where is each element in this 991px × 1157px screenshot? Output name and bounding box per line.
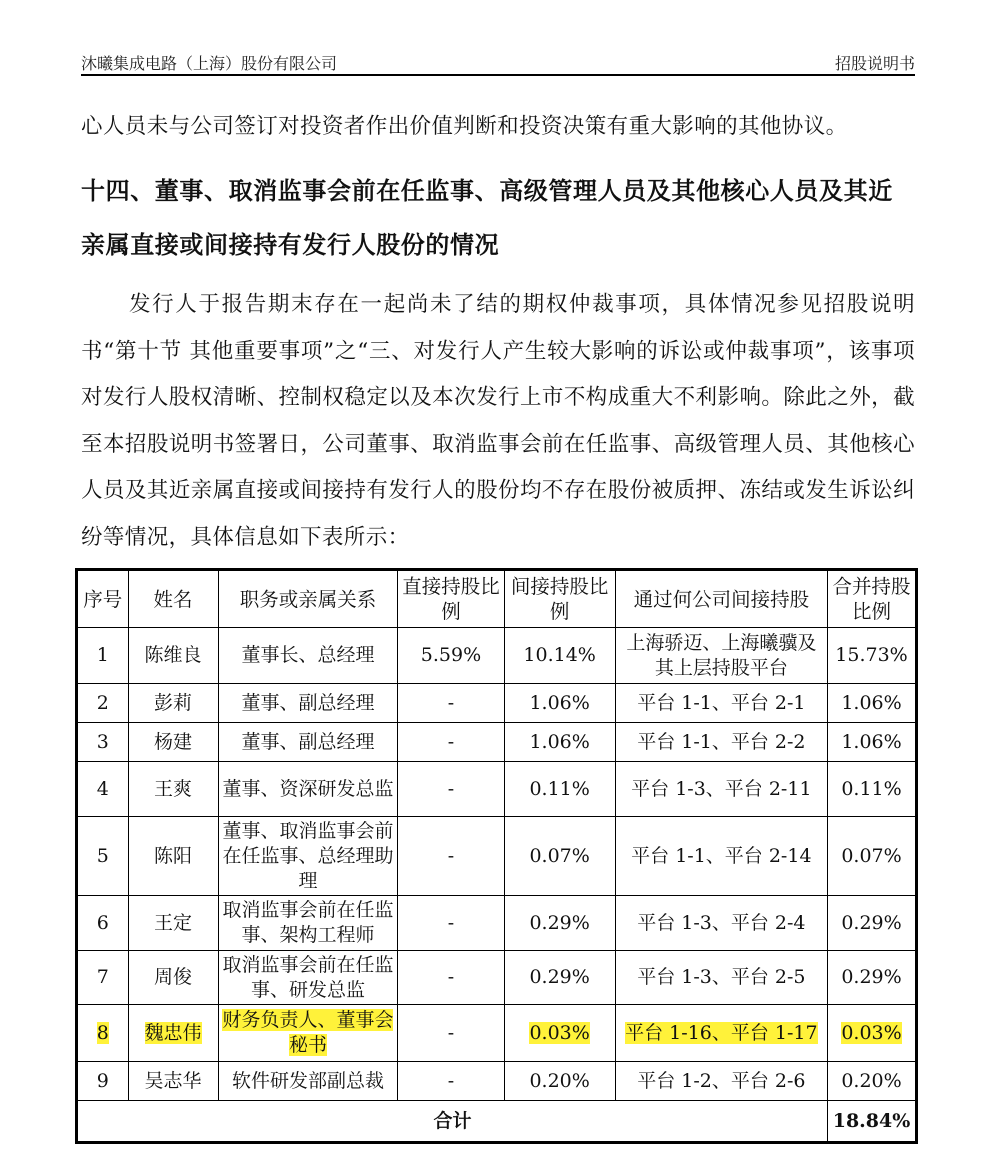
cell-total: 15.73%: [828, 628, 917, 684]
table-row: [77, 762, 917, 817]
table-total-row: [77, 1101, 917, 1143]
section-heading: 十四、董事、取消监事会前在任监事、高级管理人员及其他核心人员及其近亲属直接或间接持有发行人股份的情况: [81, 177, 893, 259]
cell-name: 王爽: [128, 762, 218, 817]
cell-no: 3: [77, 723, 129, 762]
cell-total: 0.20%: [828, 1062, 917, 1101]
total-label: 合计: [77, 1101, 828, 1143]
cell-name: 陈维良: [128, 628, 218, 684]
header-via: 通过何公司间接持股: [615, 570, 827, 628]
cell-name: 彭莉: [128, 684, 218, 723]
cell-role: [218, 1005, 398, 1062]
cell-role: 董事、资深研发总监: [218, 762, 398, 817]
cell-direct: -: [398, 723, 504, 762]
cell-direct: -: [398, 684, 504, 723]
cell-direct: -: [398, 1005, 504, 1062]
highlight-mark: 0.03%: [841, 1021, 902, 1044]
cell-direct: -: [398, 817, 504, 896]
cell-total: [828, 1005, 917, 1062]
cell-direct: -: [398, 1062, 504, 1101]
table-header-row: [77, 570, 917, 628]
cell-no: 1: [77, 628, 129, 684]
highlight-mark: 8: [96, 1021, 109, 1044]
cell-indirect: 0.29%: [504, 951, 615, 1005]
table-row: [77, 628, 917, 684]
table-row-highlighted: [77, 1005, 917, 1062]
cell-role: 董事、副总经理: [218, 684, 398, 723]
cell-indirect: 0.29%: [504, 896, 615, 951]
cell-no: 9: [77, 1062, 129, 1101]
cell-via: 平台 1-1、平台 2-14: [615, 817, 827, 896]
cell-via: 平台 1-3、平台 2-4: [615, 896, 827, 951]
total-value: 18.84%: [828, 1101, 917, 1143]
cell-no: 7: [77, 951, 129, 1005]
table-row: [77, 951, 917, 1005]
cell-name: 杨建: [128, 723, 218, 762]
body-paragraph: 发行人于报告期末存在一起尚未了结的期权仲裁事项，具体情况参见招股说明书“第十节 其他重要事项”之“三、对发行人产生较大影响的诉讼或仲裁事项”，该事项对发行人股权清晰、控制权稳定以及本次发行上市不构成重大不利影响。除此之外，截至本招股说明书签署日，公司董事、取消监事会前在任监事、高级管理人员、其他核心人员及其近亲属直接或间接持有发行人的股份均不存在股份被质押、冻结或发生诉讼纠纷等情况，具体信息如下表所示：: [81, 292, 915, 550]
table-row: [77, 896, 917, 951]
header-role: 职务或亲属关系: [218, 570, 398, 628]
cell-total: 0.07%: [828, 817, 917, 896]
cell-role: 董事、副总经理: [218, 723, 398, 762]
cell-direct: -: [398, 951, 504, 1005]
header-no: 序号: [77, 570, 129, 628]
cell-indirect: 0.07%: [504, 817, 615, 896]
cell-no: 2: [77, 684, 129, 723]
header-name: 姓名: [128, 570, 218, 628]
cell-role: 董事、取消监事会前在任监事、总经理助理: [218, 817, 398, 896]
document-type: 招股说明书: [834, 54, 915, 73]
highlight-mark: 0.03%: [529, 1021, 590, 1044]
cell-indirect: 1.06%: [504, 684, 615, 723]
table-row: [77, 684, 917, 723]
company-name: 沐曦集成电路（上海）股份有限公司: [81, 54, 338, 73]
cell-via: [615, 1005, 827, 1062]
table-row: [77, 723, 917, 762]
cell-name: 吴志华: [128, 1062, 218, 1101]
cell-role: 取消监事会前在任监事、架构工程师: [218, 896, 398, 951]
cell-name: 周俊: [128, 951, 218, 1005]
cell-via: 平台 1-3、平台 2-5: [615, 951, 827, 1005]
cell-via: 平台 1-3、平台 2-11: [615, 762, 827, 817]
cell-no: 4: [77, 762, 129, 817]
cell-direct: 5.59%: [398, 628, 504, 684]
table-row: [77, 1062, 917, 1101]
table-row: [77, 817, 917, 896]
cell-total: 1.06%: [828, 684, 917, 723]
shareholding-table: [75, 568, 918, 1144]
cell-direct: -: [398, 896, 504, 951]
cell-total: 0.29%: [828, 896, 917, 951]
header-total: 合并持股比例: [828, 570, 917, 628]
cell-name: 王定: [128, 896, 218, 951]
cell-indirect: [504, 1005, 615, 1062]
cell-indirect: 10.14%: [504, 628, 615, 684]
cell-direct: -: [398, 762, 504, 817]
cell-no: [77, 1005, 129, 1062]
cell-indirect: 0.20%: [504, 1062, 615, 1101]
cell-role: 取消监事会前在任监事、研发总监: [218, 951, 398, 1005]
cell-total: 0.11%: [828, 762, 917, 817]
cell-total: 0.29%: [828, 951, 917, 1005]
highlight-mark: 财务负责人、董事会秘书: [222, 1009, 394, 1056]
cell-indirect: 0.11%: [504, 762, 615, 817]
cell-indirect: 1.06%: [504, 723, 615, 762]
cell-total: 1.06%: [828, 723, 917, 762]
cell-via: 平台 1-2、平台 2-6: [615, 1062, 827, 1101]
header-direct: 直接持股比例: [398, 570, 504, 628]
highlight-mark: 魏忠伟: [144, 1021, 202, 1044]
cell-name: [128, 1005, 218, 1062]
cell-no: 5: [77, 817, 129, 896]
cell-via: 上海骄迈、上海曦骥及其上层持股平台: [615, 628, 827, 684]
cell-via: 平台 1-1、平台 2-2: [615, 723, 827, 762]
header-indirect: 间接持股比例: [504, 570, 615, 628]
highlight-mark: 平台 1-16、平台 1-17: [625, 1021, 818, 1044]
cell-no: 6: [77, 896, 129, 951]
cell-role: 软件研发部副总裁: [218, 1062, 398, 1101]
intro-line: 心人员未与公司签订对投资者作出价值判断和投资决策有重大影响的其他协议。: [81, 114, 848, 139]
cell-role: 董事长、总经理: [218, 628, 398, 684]
page-header: [81, 48, 915, 76]
cell-via: 平台 1-1、平台 2-1: [615, 684, 827, 723]
cell-name: 陈阳: [128, 817, 218, 896]
